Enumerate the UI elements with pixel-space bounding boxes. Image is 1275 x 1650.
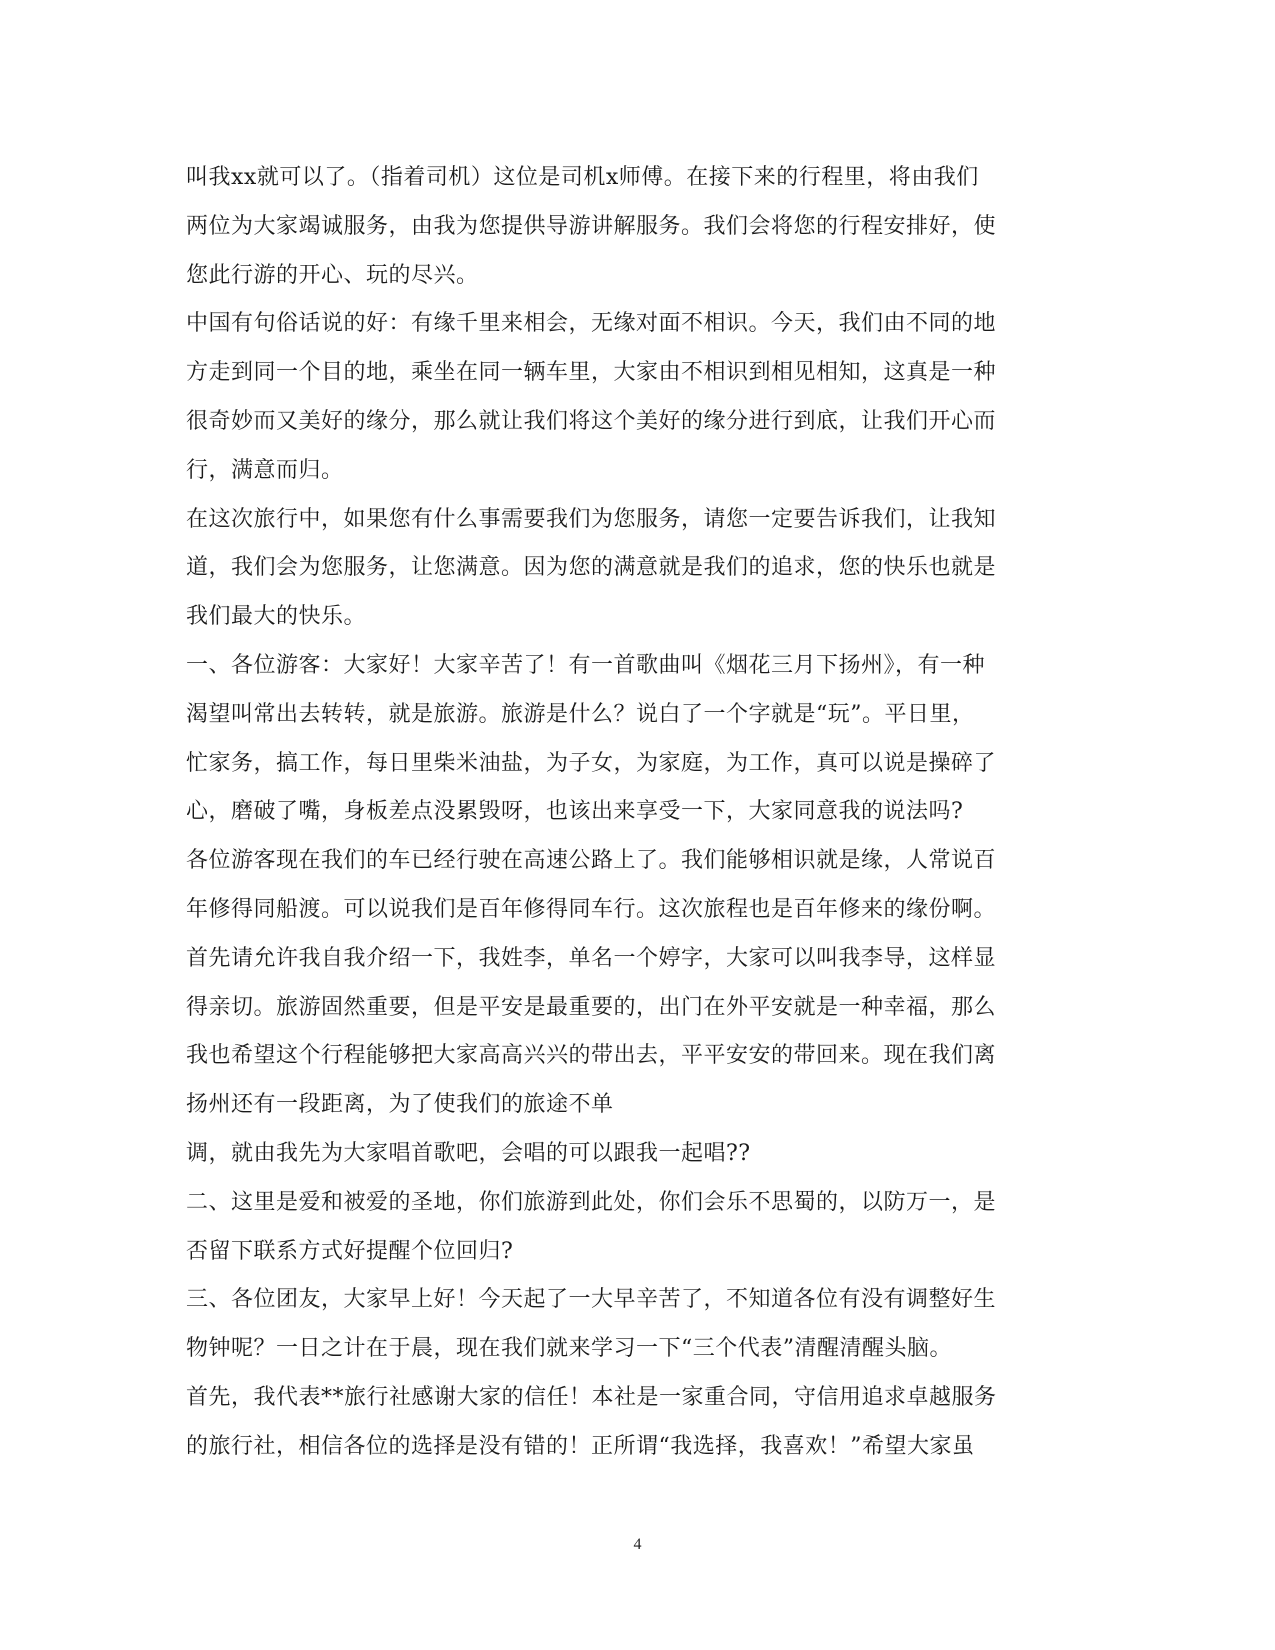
text-line: 忙家务，搞工作，每日里柴米油盐，为子女，为家庭，为工作，真可以说是操碎了 — [186, 750, 997, 776]
text-line: 渴望叫常出去转转，就是旅游。旅游是什么？说白了一个字就是“玩”。平日里， — [186, 701, 975, 727]
text-line: 扬州还有一段距离，为了使我们的旅途不单 — [186, 1092, 614, 1118]
text-line: 您此行游的开心、玩的尽兴。 — [186, 262, 479, 288]
text-line: 中国有句俗话说的好：有缘千里来相会，无缘对面不相识。今天，我们由不同的地 — [186, 311, 997, 337]
body-text — [186, 154, 1096, 1472]
text-line: 我们最大的快乐。 — [186, 604, 367, 630]
text-line: 首先请允许我自我介绍一下，我姓李，单名一个婷字，大家可以叫我李导，这样显 — [186, 945, 997, 971]
page-number: 4 — [633, 1536, 642, 1553]
text-line: 道，我们会为您服务，让您满意。因为您的满意就是我们的追求，您的快乐也就是 — [186, 555, 997, 581]
text-line: 行，满意而归。 — [186, 457, 344, 483]
text-line: 调，就由我先为大家唱首歌吧，会唱的可以跟我一起唱?? — [186, 1140, 751, 1166]
text-line: 很奇妙而又美好的缘分，那么就让我们将这个美好的缘分进行到底，让我们开心而 — [186, 408, 997, 434]
text-line: 两位为大家竭诚服务，由我为您提供导游讲解服务。我们会将您的行程安排好，使 — [186, 213, 997, 239]
text-line: 一、各位游客：大家好！大家辛苦了！有一首歌曲叫《烟花三月下扬州》，有一种 — [186, 652, 986, 678]
text-line: 方走到同一个目的地，乘坐在同一辆车里，大家由不相识到相见相知，这真是一种 — [186, 360, 997, 386]
text-line: 心，磨破了嘴，身板差点没累毁呀，也该出来享受一下，大家同意我的说法吗? — [186, 799, 964, 825]
text-line: 物钟呢？一日之计在于晨，现在我们就来学习一下“三个代表”清醒清醒头脑。 — [186, 1336, 952, 1362]
text-line: 我也希望这个行程能够把大家高高兴兴的带出去，平平安安的带回来。现在我们离 — [186, 1043, 997, 1069]
text-line: 否留下联系方式好提醒个位回归? — [186, 1238, 514, 1264]
text-line: 三、各位团友，大家早上好！今天起了一大早辛苦了，不知道各位有没有调整好生 — [186, 1287, 997, 1313]
text-line: 年修得同船渡。可以说我们是百年修得同车行。这次旅程也是百年修来的缘份啊。 — [186, 896, 997, 922]
text-line: 二、这里是爱和被爱的圣地，你们旅游到此处，你们会乐不思蜀的，以防万一，是 — [186, 1189, 997, 1215]
text-line: 的旅行社，相信各位的选择是没有错的！正所谓“我选择，我喜欢！”希望大家虽 — [186, 1433, 975, 1459]
text-line: 得亲切。旅游固然重要，但是平安是最重要的，出门在外平安就是一种幸福，那么 — [186, 994, 997, 1020]
text-line: 各位游客现在我们的车已经行驶在高速公路上了。我们能够相识就是缘，人常说百 — [186, 848, 997, 874]
text-line: 首先，我代表**旅行社感谢大家的信任！本社是一家重合同，守信用追求卓越服务 — [186, 1384, 997, 1410]
text-line: 叫我xx就可以了。（指着司机）这位是司机x师傅。在接下来的行程里，将由我们 — [186, 165, 979, 190]
text-line: 在这次旅行中，如果您有什么事需要我们为您服务，请您一定要告诉我们，让我知 — [186, 506, 997, 532]
